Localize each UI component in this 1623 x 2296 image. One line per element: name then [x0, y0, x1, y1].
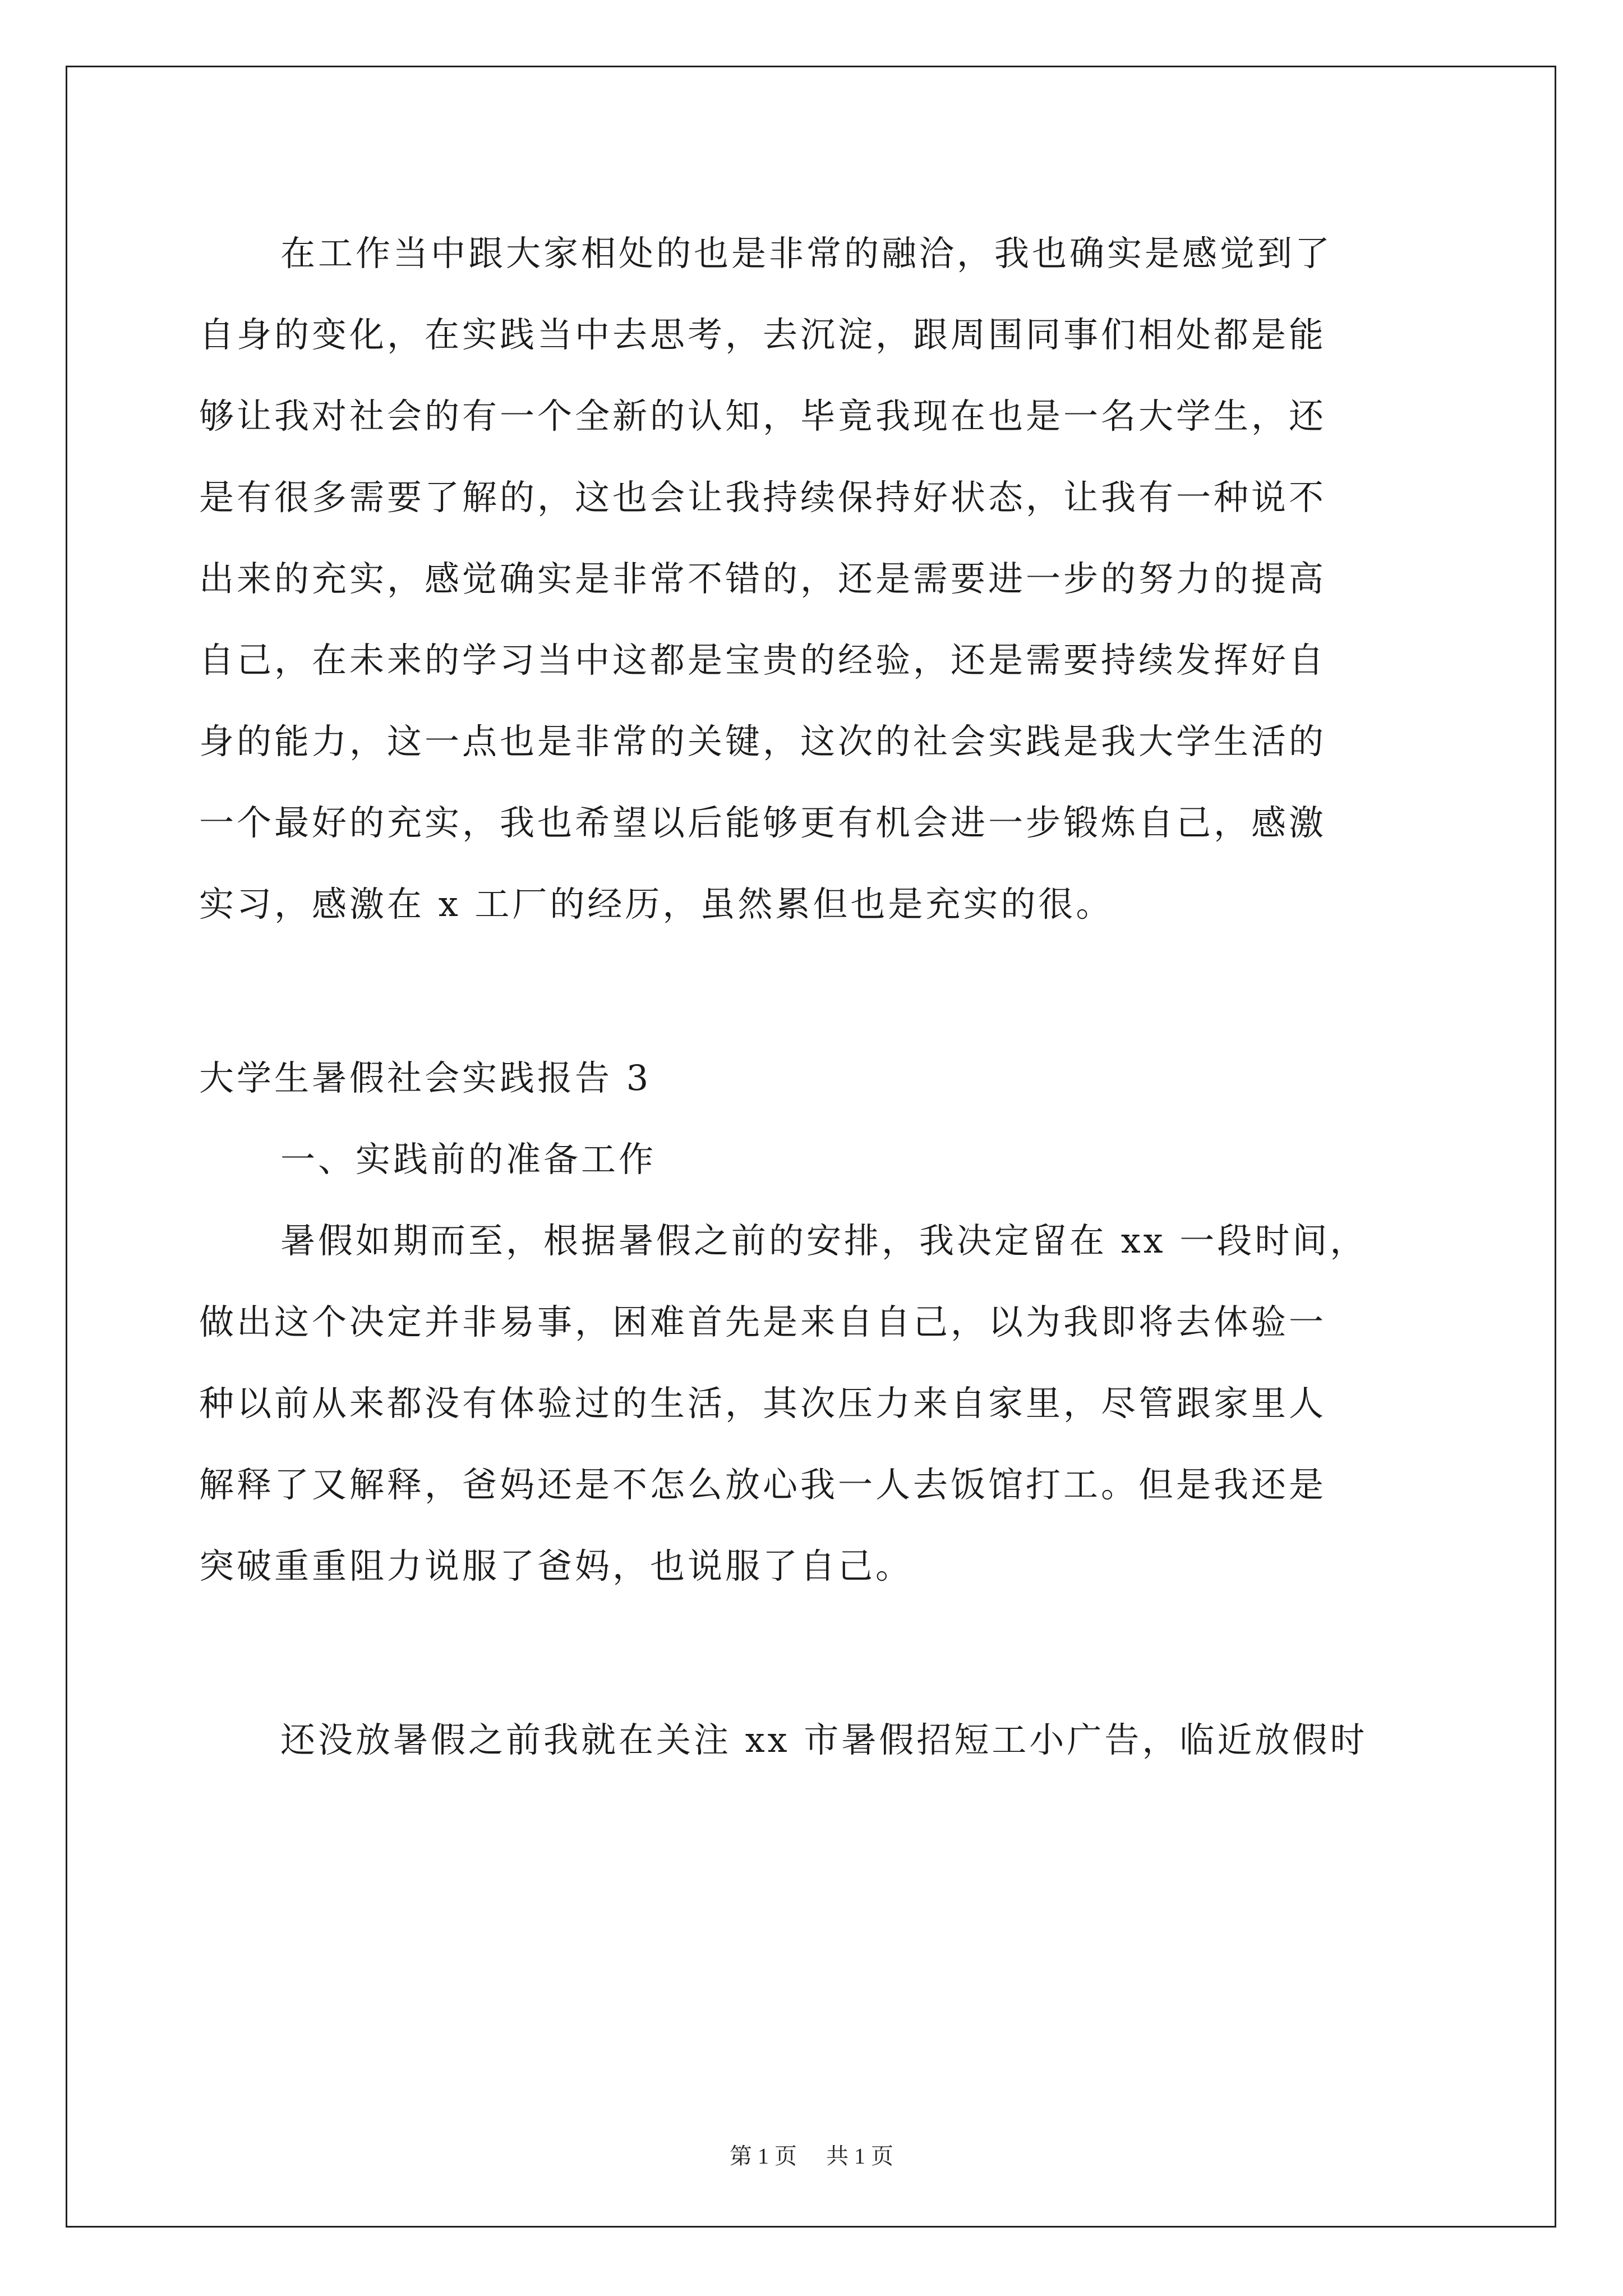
paragraph-line: 一个最好的充实，我也希望以后能够更有机会进一步锻炼自己，感激 — [199, 802, 1327, 843]
paragraph-line: 身的能力，这一点也是非常的关键，这次的社会实践是我大学生活的 — [199, 721, 1327, 762]
paragraph-line: 在工作当中跟大家相处的也是非常的融洽，我也确实是感觉到了 — [280, 233, 1333, 274]
paragraph-line: 是有很多需要了解的，这也会让我持续保持好状态，让我有一种说不 — [199, 477, 1327, 518]
paragraph-line: 种以前从来都没有体验过的生活，其次压力来自家里，尽管跟家里人 — [199, 1383, 1327, 1424]
paragraph-line: 自身的变化，在实践当中去思考，去沉淀，跟周围同事们相处都是能 — [199, 314, 1327, 355]
section-title: 大学生暑假社会实践报告 3 — [199, 1057, 652, 1098]
paragraph-line: 实习，感激在 x 工厂的经历，虽然累但也是充实的很。 — [199, 884, 1114, 924]
paragraph-line: 突破重重阻力说服了爸妈，也说服了自己。 — [199, 1545, 914, 1586]
paragraph-line: 做出这个决定并非易事，困难首先是来自自己，以为我即将去体验一 — [199, 1301, 1327, 1342]
paragraph-line: 出来的充实，感觉确实是非常不错的，还是需要进一步的努力的提高 — [199, 558, 1327, 599]
subsection-heading: 一、实践前的准备工作 — [280, 1139, 657, 1180]
page-total: 共 1 页 — [826, 2143, 893, 2169]
paragraph-line: 暑假如期而至，根据暑假之前的安排，我决定留在 xx 一段时间， — [280, 1220, 1368, 1261]
page-number: 第 1 页 — [730, 2143, 797, 2169]
paragraph-line: 解释了又解释，爸妈还是不怎么放心我一人去饭馆打工。但是我还是 — [199, 1464, 1327, 1505]
paragraph-line: 还没放暑假之前我就在关注 xx 市暑假招短工小广告，临近放假时 — [280, 1719, 1368, 1760]
paragraph-line: 够让我对社会的有一个全新的认知，毕竟我现在也是一名大学生，还 — [199, 395, 1327, 436]
paragraph-line: 自己，在未来的学习当中这都是宝贵的经验，还是需要持续发挥好自 — [199, 639, 1327, 680]
page-footer — [0, 2138, 1623, 2170]
